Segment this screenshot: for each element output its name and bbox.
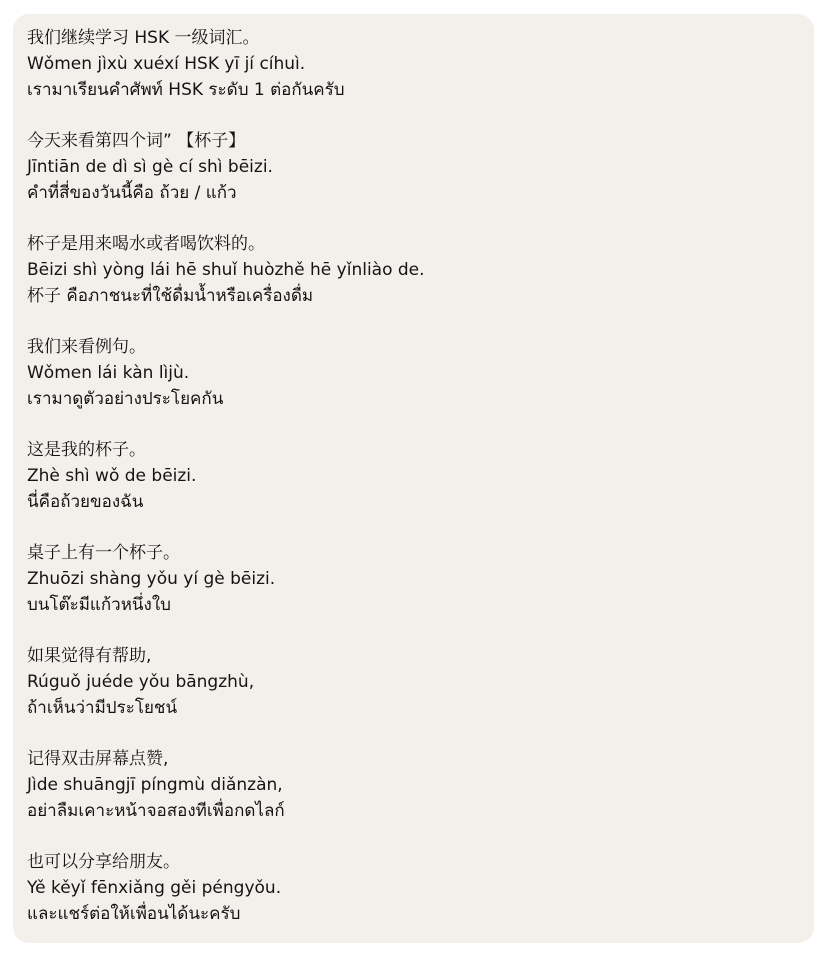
thai-line: ถ้าเห็นว่ามีประโยชน์: [27, 698, 178, 718]
paragraph-helpful: [27, 643, 814, 721]
pinyin-line: Zhuōzi shàng yǒu yí gè bēizi.: [27, 569, 276, 589]
thai-line: 杯子 คือภาชนะที่ใช้ดื่มน้ำหรือเครื่องดื่ม: [27, 286, 314, 306]
paragraph-intro: [27, 25, 814, 103]
paragraph-example-1: [27, 437, 814, 515]
paragraph-word: [27, 128, 814, 206]
pinyin-line: Rúguǒ juéde yǒu bāngzhù,: [27, 672, 255, 692]
paragraph-like: [27, 746, 814, 824]
paragraph-examples-intro: [27, 334, 814, 412]
chinese-line: 也可以分享给朋友。: [27, 852, 180, 872]
pinyin-line: Jīntiān de dì sì gè cí shì bēizi.: [27, 157, 273, 177]
message-bubble[interactable]: [13, 14, 814, 943]
paragraph-definition: [27, 231, 814, 309]
paragraph-share: [27, 849, 814, 927]
pinyin-line: Jìde shuāngjī píngmù diǎnzàn,: [27, 775, 283, 795]
chinese-line: 杯子是用来喝水或者喝饮料的。: [27, 234, 265, 254]
chinese-line: 如果觉得有帮助,: [27, 646, 152, 666]
pinyin-line: Bēizi shì yòng lái hē shuǐ huòzhě hē yǐnliào de.: [27, 260, 425, 280]
thai-line: เรามาดูตัวอย่างประโยคกัน: [27, 389, 224, 409]
pinyin-line: Zhè shì wǒ de bēizi.: [27, 466, 197, 486]
thai-line: คำที่สี่ของวันนี้คือ ถ้วย / แก้ว: [27, 183, 237, 203]
thai-line: อย่าลืมเคาะหน้าจอสองทีเพื่อกดไลก์: [27, 801, 285, 821]
thai-line: เรามาเรียนคำศัพท์ HSK ระดับ 1 ต่อกันครับ: [27, 80, 345, 100]
thai-line: บนโต๊ะมีแก้วหนึ่งใบ: [27, 595, 171, 615]
pinyin-line: Wǒmen jìxù xuéxí HSK yī jí cíhuì.: [27, 54, 306, 74]
pinyin-line: Wǒmen lái kàn lìjù.: [27, 363, 190, 383]
thai-line: และแชร์ต่อให้เพื่อนได้นะครับ: [27, 904, 241, 924]
chinese-line: 记得双击屏幕点赞,: [27, 749, 169, 769]
paragraph-example-2: [27, 540, 814, 618]
chinese-line: 我们继续学习 HSK 一级词汇。: [27, 28, 260, 48]
chinese-line: 桌子上有一个杯子。: [27, 543, 180, 563]
pinyin-line: Yě kěyǐ fēnxiǎng gěi péngyǒu.: [27, 878, 282, 898]
chinese-line: 今天来看第四个词” 【杯子】: [27, 131, 246, 151]
chinese-line: 我们来看例句。: [27, 337, 146, 357]
chinese-line: 这是我的杯子。: [27, 440, 146, 460]
thai-line: นี่คือถ้วยของฉัน: [27, 492, 144, 512]
